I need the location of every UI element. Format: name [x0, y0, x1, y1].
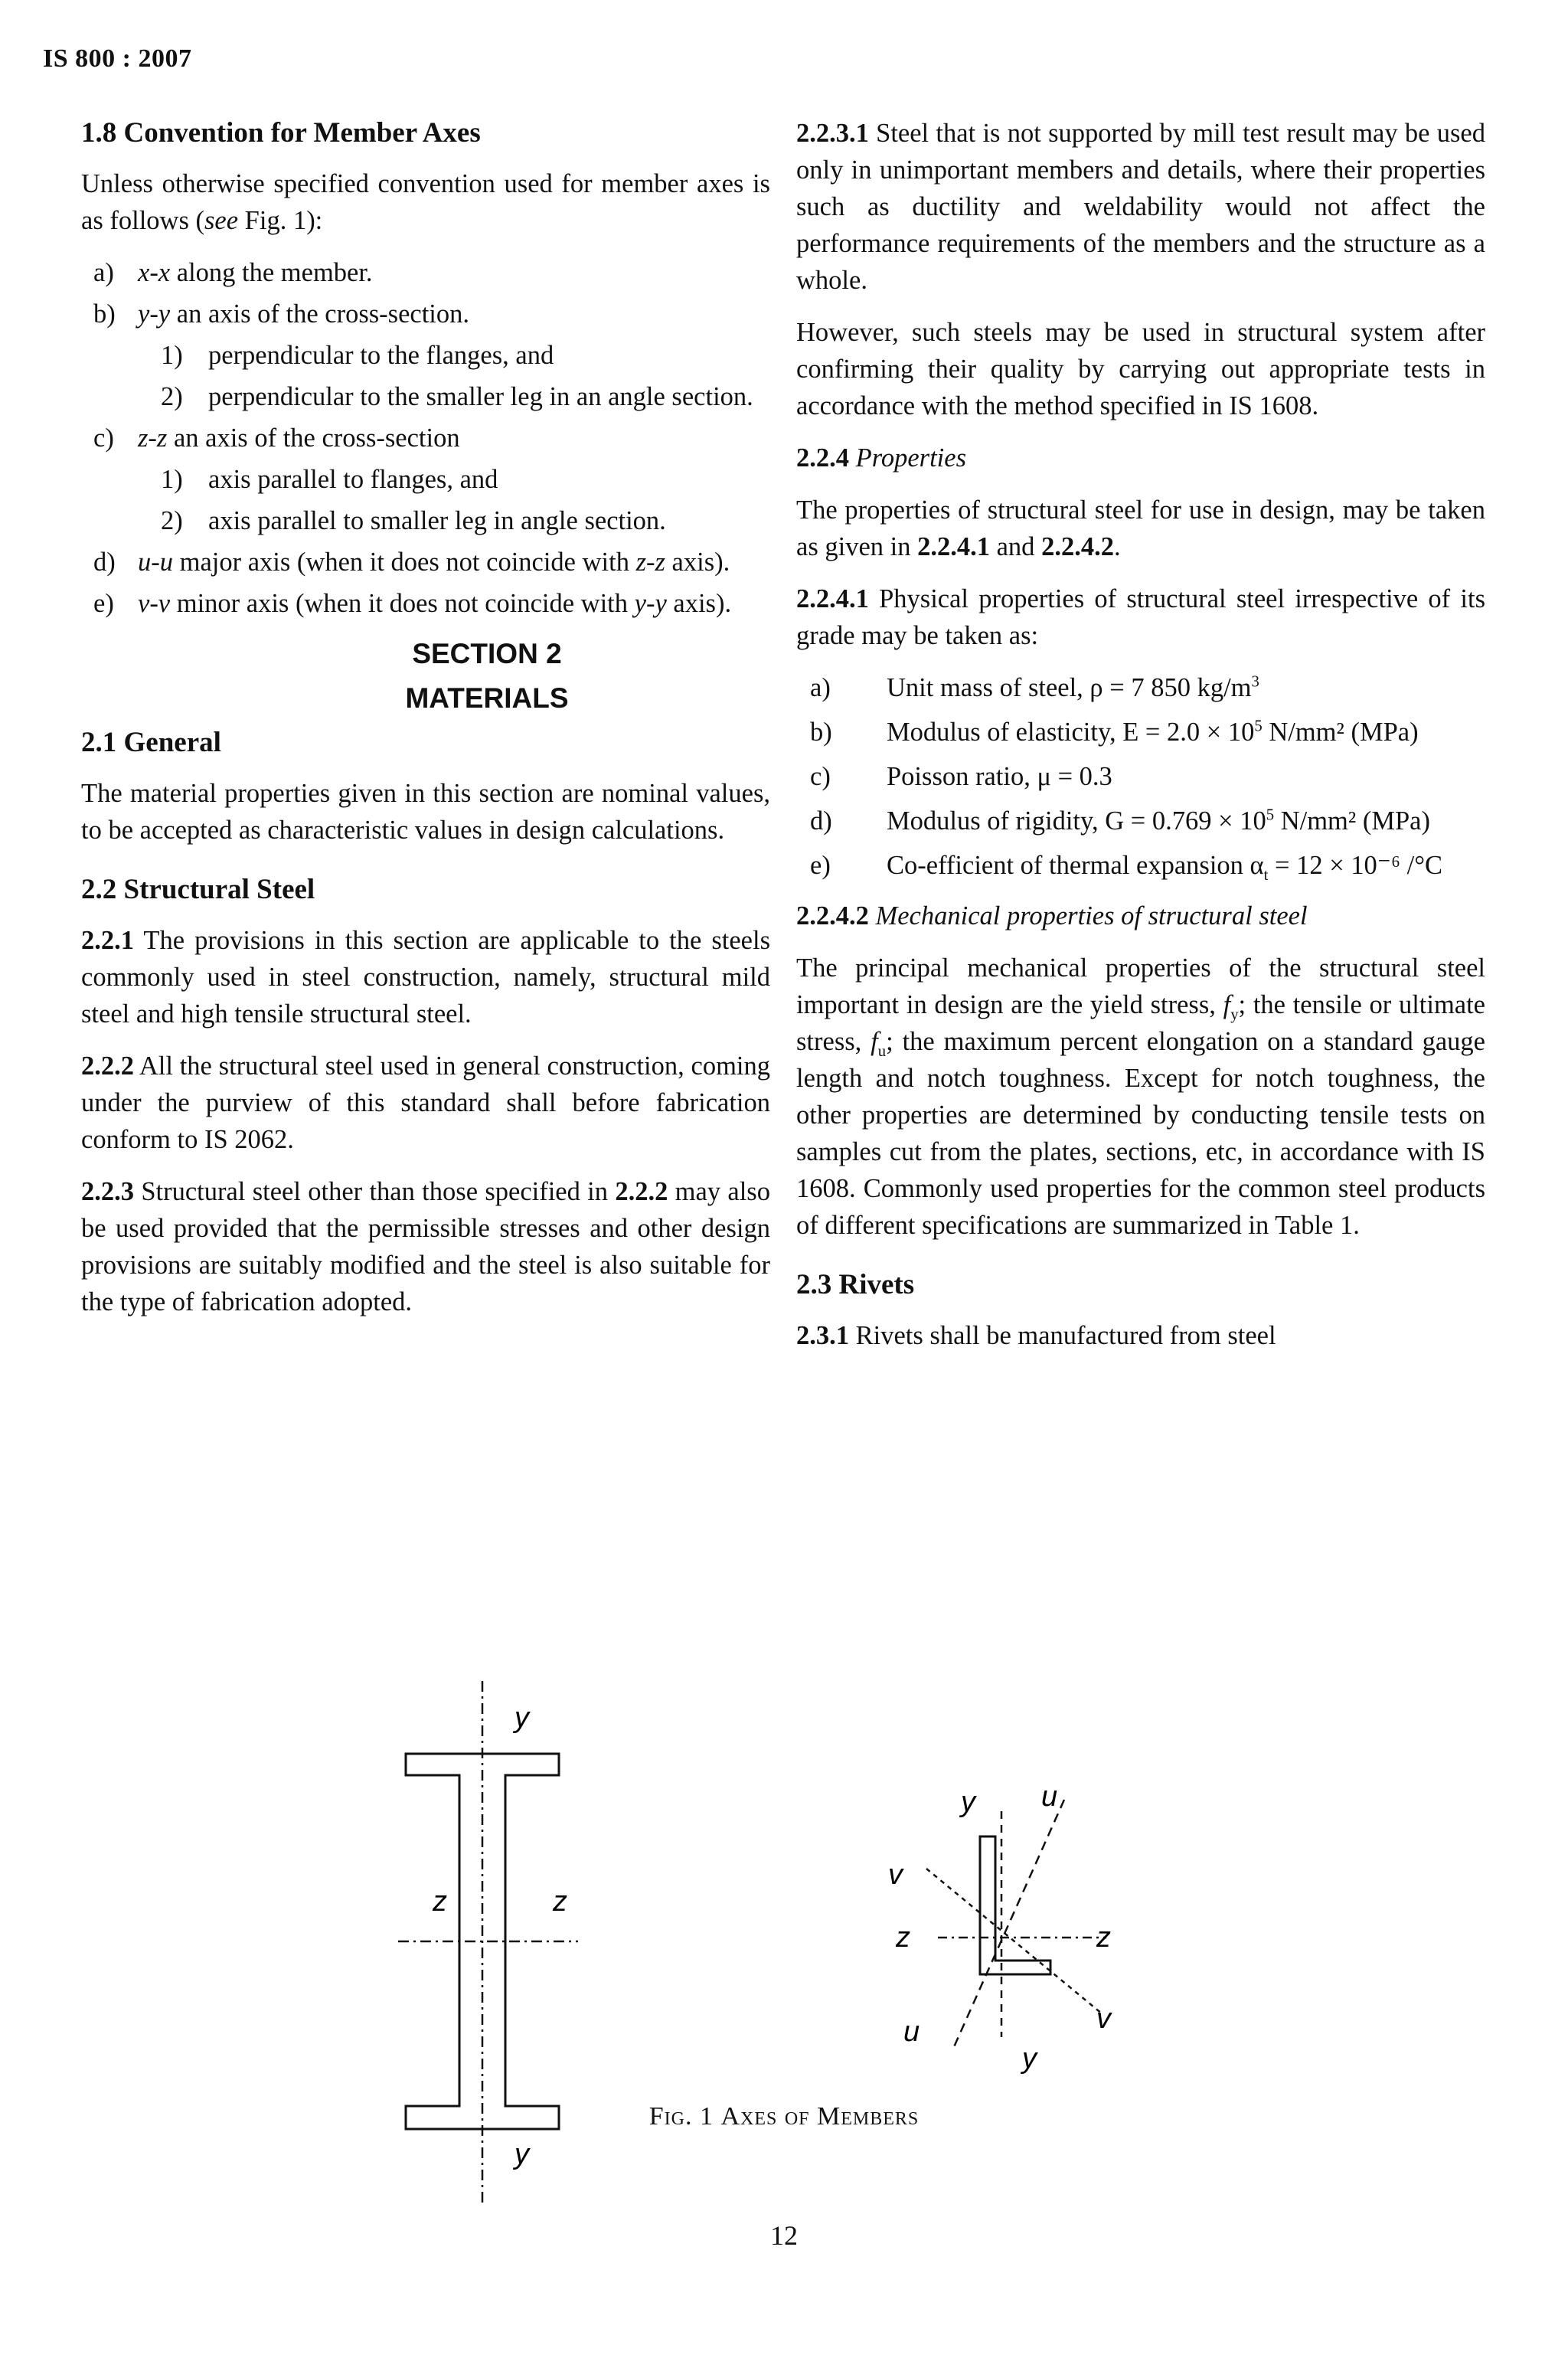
- angle-label-z-left: z: [896, 1921, 910, 1954]
- list-item: [796, 669, 1485, 706]
- item-marker: e): [93, 589, 114, 618]
- heading-2-1: 2.1 General: [81, 727, 221, 758]
- clause-text: .: [1113, 532, 1121, 561]
- sub-marker: 2): [161, 382, 183, 411]
- angle-section-drawing: [926, 1800, 1106, 2049]
- clause-text: All the structural steel used in general construction, coming under the purview of this standard shall before fabrication conform to IS 2062.: [81, 1051, 770, 1154]
- list-item: [796, 803, 1485, 839]
- clause-number: 2.2.1: [81, 926, 134, 955]
- heading-2-2: 2.2 Structural Steel: [81, 874, 315, 905]
- item-sub: t: [1263, 866, 1269, 884]
- clause-text: ; the maximum percent elongation on a standard gauge length and notch toughness. Except for notch toughness, the other properties are determined by conducting tensile tests on samples cut from the plates, sections, etc, in accordance with IS 1608. Commonly used properties for the common steel products of different specifications are summarized in Table 1.: [796, 1027, 1485, 1240]
- member-axes-intro: [81, 165, 770, 239]
- axis-symbol: y-y: [634, 589, 667, 618]
- item-text: axis).: [666, 589, 732, 618]
- clause-ref: 2.2.4.1: [917, 532, 990, 561]
- symbol-sub: y: [1230, 1006, 1239, 1023]
- angle-label-y-bottom: y: [1022, 2042, 1037, 2075]
- clause-number: 2.2.4: [796, 443, 849, 473]
- i-label-z-right: z: [553, 1885, 567, 1918]
- item-text: axis).: [665, 548, 730, 577]
- list-item: [81, 296, 770, 332]
- item-text: Modulus of elasticity, E = 2.0 × 10: [887, 718, 1255, 747]
- heading-2-3: 2.3 Rivets: [796, 1269, 915, 1300]
- clause-2-2-4-2-heading: [796, 898, 1485, 934]
- item-tail: N/mm² (MPa): [1274, 806, 1430, 836]
- page-number: 12: [770, 2220, 798, 2251]
- clause-2-2-3-1: [796, 115, 1485, 299]
- angle-label-u-bottom: u: [903, 2016, 920, 2048]
- clause-2-2-3: [81, 1173, 770, 1320]
- item-text: Modulus of rigidity, G = 0.769 × 10: [887, 806, 1266, 836]
- i-label-y-top: y: [514, 1702, 529, 1734]
- clause-2-3-1: [796, 1317, 1485, 1354]
- axes-figure: [0, 1639, 1568, 2221]
- item-text: an axis of the cross-section.: [170, 299, 470, 329]
- clause-number: 2.2.3.1: [796, 119, 869, 148]
- clause-text: ; the tensile or ultimate stress,: [796, 990, 1485, 1056]
- intro-fig-ref: Fig. 1):: [238, 206, 323, 235]
- clause-text: The provisions in this section are applicable to the steels commonly used in steel construction, namely, structural mild steel and high tensile structural steel.: [81, 926, 770, 1029]
- angle-section-outline: [980, 1836, 1050, 1974]
- angle-label-v-right: v: [1096, 2003, 1111, 2035]
- clause-2-2-2: [81, 1048, 770, 1158]
- i-label-z-left: z: [433, 1885, 447, 1918]
- sub-marker: 2): [161, 506, 183, 535]
- item-tail: N/mm² (MPa): [1262, 718, 1419, 747]
- intro-see: see: [204, 206, 239, 235]
- axes-list: [81, 254, 770, 622]
- list-item: [81, 585, 770, 622]
- symbol-sub: u: [877, 1042, 887, 1060]
- item-text: along the member.: [170, 258, 373, 287]
- section-subtitle: MATERIALS: [405, 682, 569, 714]
- heading-1-8: 1.8 Convention for Member Axes: [81, 117, 481, 149]
- clause-text: The principal mechanical properties of the structural steel important in design are the yield stress,: [796, 953, 1485, 1019]
- item-marker: d): [93, 548, 116, 577]
- sub-text: perpendicular to the smaller leg in an angle section.: [208, 382, 753, 411]
- list-item: [796, 714, 1485, 751]
- item-marker: d): [810, 806, 832, 836]
- clause-number: 2.2.4.2: [796, 901, 869, 930]
- clause-text: and: [989, 532, 1042, 561]
- item-text: an axis of the cross-section: [167, 424, 460, 453]
- physical-properties-list: [796, 669, 1485, 884]
- sub-list-item: [81, 337, 770, 374]
- clause-number: 2.3.1: [796, 1321, 849, 1350]
- angle-label-z-right: z: [1096, 1921, 1111, 1954]
- clause-text: Steel that is not supported by mill test result may be used only in unimportant members and details, where their properties such as ductility and weldability would not affect the performance requirements of the members and the structure as a whole.: [796, 119, 1485, 295]
- clause-2-2-4-2-text: [796, 950, 1485, 1244]
- symbol-f: f: [1223, 990, 1231, 1019]
- clause-text: Physical properties of structural steel irrespective of its grade may be taken as:: [796, 584, 1485, 650]
- caption-text: Axes of Members: [720, 2102, 920, 2131]
- clause-ref: 2.2.4.2: [1041, 532, 1114, 561]
- clause-number: 2.2.4.1: [796, 584, 869, 613]
- sub-marker: 1): [161, 341, 183, 370]
- item-sup: 5: [1266, 806, 1275, 824]
- clause-2-2-4-heading: [796, 440, 1485, 476]
- angle-u-axis: [953, 1800, 1064, 2049]
- clause-ref: 2.2.2: [615, 1177, 668, 1206]
- angle-label-u-top: u: [1041, 1781, 1058, 1813]
- clause-text: The properties of structural steel for use in design, may be taken as given in: [796, 495, 1485, 561]
- sub-text: axis parallel to smaller leg in angle section.: [208, 506, 666, 535]
- item-marker: e): [810, 851, 831, 880]
- clause-2-2-3-1-cont: However, such steels may be used in structural system after confirming their quality by carrying out appropriate tests in accordance with the method specified in IS 1608.: [796, 318, 1485, 420]
- figure-caption: [0, 2102, 1568, 2131]
- clause-text: Rivets shall be manufactured from steel: [849, 1321, 1276, 1350]
- standard-number: IS 800 : 2007: [43, 44, 192, 73]
- angle-label-v-left: v: [888, 1859, 903, 1891]
- sub-text: perpendicular to the flanges, and: [208, 341, 554, 370]
- intro-text: Unless otherwise specified convention used for member axes is as follows (: [81, 169, 770, 235]
- axis-symbol: z-z: [138, 424, 168, 453]
- item-marker: a): [810, 673, 831, 702]
- item-marker: c): [810, 762, 831, 791]
- item-marker: c): [93, 424, 114, 453]
- list-item: [81, 254, 770, 291]
- clause-text: may also be used provided that the permissible stresses and other design provisions are suitably modified and the steel is also suitable for the type of fabrication adopted.: [81, 1177, 770, 1316]
- sub-text: axis parallel to flanges, and: [208, 465, 498, 494]
- list-item: [796, 758, 1485, 795]
- item-marker: a): [93, 258, 114, 287]
- sub-marker: 1): [161, 465, 183, 494]
- left-column: [81, 115, 770, 1336]
- item-marker: b): [93, 299, 116, 329]
- i-label-y-bottom-text: y: [514, 2138, 529, 2170]
- clause-title: Mechanical properties of structural steel: [875, 901, 1308, 930]
- section-title: SECTION 2: [412, 638, 562, 669]
- item-text: major axis (when it does not coincide with: [173, 548, 636, 577]
- item-text: minor axis (when it does not coincide with: [170, 589, 635, 618]
- item-tail: = 12 × 10⁻⁶ /°C: [1268, 851, 1443, 880]
- item-text: Unit mass of steel, ρ = 7 850 kg/m: [887, 673, 1252, 702]
- right-column: [796, 115, 1485, 1369]
- item-text: Poisson ratio, μ = 0.3: [887, 762, 1112, 791]
- sub-list-item: [81, 461, 770, 498]
- axis-symbol: x-x: [138, 258, 171, 287]
- clause-number: 2.2.2: [81, 1051, 134, 1081]
- axis-symbol: y-y: [138, 299, 171, 329]
- list-item: [796, 847, 1485, 884]
- clause-2-2-1: [81, 922, 770, 1032]
- clause-2-2-4-text: [796, 492, 1485, 565]
- angle-v-axis: [926, 1869, 1102, 2014]
- symbol-f: f: [871, 1027, 878, 1056]
- sub-list-item: [81, 378, 770, 415]
- clause-2-2-4-1: [796, 581, 1485, 654]
- list-item: [81, 544, 770, 581]
- item-sup: 5: [1254, 718, 1263, 735]
- axis-symbol: z-z: [635, 548, 665, 577]
- angle-label-y-top: y: [961, 1786, 975, 1818]
- item-sup: 3: [1251, 673, 1259, 691]
- item-marker: b): [810, 718, 832, 747]
- axis-symbol: v-v: [138, 589, 171, 618]
- clause-text: Structural steel other than those specified in: [134, 1177, 616, 1206]
- axis-symbol: u-u: [138, 548, 173, 577]
- caption-fig-number: Fig. 1: [648, 2102, 714, 2131]
- list-item: [81, 420, 770, 456]
- clause-number: 2.2.3: [81, 1177, 134, 1206]
- sub-list-item: [81, 502, 770, 539]
- clause-title: Properties: [855, 443, 966, 473]
- general-text: The material properties given in this section are nominal values, to be accepted as characteristic values in design calculations.: [81, 779, 770, 845]
- item-text: Co-efficient of thermal expansion α: [887, 851, 1264, 880]
